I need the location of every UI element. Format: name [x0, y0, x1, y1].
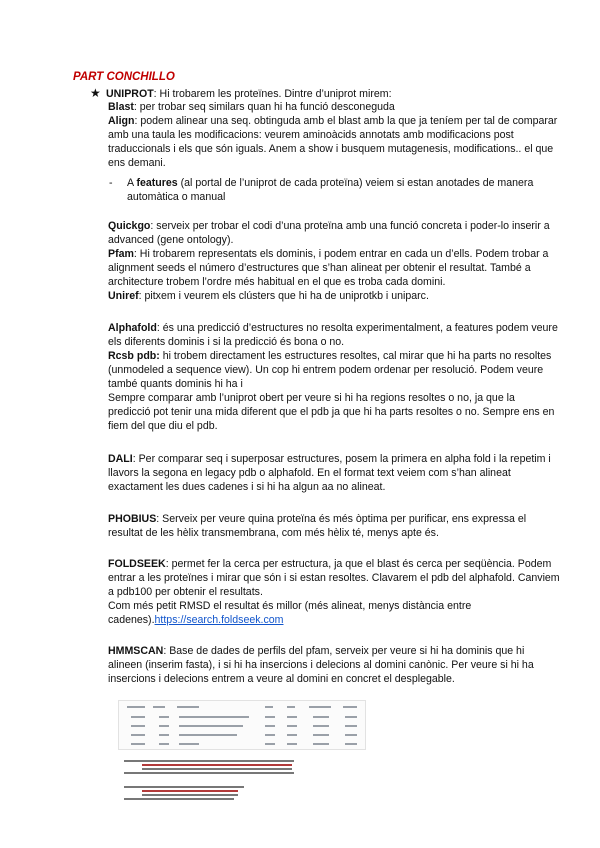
compare-paragraph: Sempre comparar amb l’uniprot obert per veure si hi ha regions resoltes o no, ja que la predicció pot tenir una mida diferent que el pdb ja que hi ha parts resoltes o no. Sempre ens en fiem del que diu el pdb. [108, 392, 555, 432]
alphafold-text: : és una predicció d’estructures no resolta experimentalment, a features podem veure els diferents dominis i si la predicció és bona o no. [108, 322, 558, 348]
phobius-label: PHOBIUS [108, 513, 157, 525]
foldseek-link[interactable]: https://search.foldseek.com [154, 614, 284, 626]
blast-text: : per trobar seq similars quan hi ha funció desconeguda [133, 101, 395, 113]
dash-bullet-icon: - [109, 177, 113, 189]
table-row [119, 713, 365, 721]
uniprot-text: : Hi trobarem les proteïnes. Dintre d’uniprot mirem: [153, 88, 392, 100]
align-paragraph [108, 114, 560, 170]
dali-section [108, 452, 560, 494]
dali-label: DALI [108, 453, 133, 465]
quickgo-section [108, 219, 560, 303]
phobius-paragraph [108, 512, 560, 540]
features-label: features [136, 177, 178, 189]
align-text: : podem alinear una seq. obtinguda amb el blast amb la que ja teníem per tal de comparar amb una taula les modificacions: veurem aminoàcids annotats amb modificacions post traduccionals i els que són iguals. Anem a show i busquem mutagenesis, modifications.. el que ens demani. [108, 115, 558, 169]
table-row [119, 722, 365, 730]
hmmscan-label: HMMSCAN [108, 645, 164, 657]
rmsd-text: Com més petit RMSD el resultat és millor (més alineat, menys distància entre cadenes). [108, 600, 472, 626]
pfam-text: : Hi trobarem representats els dominis, i podem entrar en cada un d’ells. Podem trobar a alignment seeds el número d’estructures que s’han alineat per obtenir el resultat. També a architecture trobem l’ordre més habitual en el que es troba cada domini. [108, 248, 549, 288]
align-label: Align [108, 115, 135, 127]
hmmscan-paragraph [108, 644, 560, 686]
foldseek-label: FOLDSEEK [108, 558, 166, 570]
uniref-label: Uniref [108, 290, 139, 302]
alphafold-paragraph [108, 321, 560, 349]
pfam-label: Pfam [108, 248, 134, 260]
features-text: (al portal de l’uniprot de cada proteïna) veiem si estan anotades de manera automàtica o manual [127, 177, 534, 203]
quickgo-text: : serveix per trobar el codi d’una proteïna amb una funció concreta i poder-lo inserir a advanced (gene ontology). [108, 220, 550, 246]
table-header-row [119, 703, 365, 711]
alphafold-label: Alphafold [108, 322, 157, 334]
uniprot-details [108, 100, 560, 170]
phobius-section [108, 512, 560, 540]
hmmscan-section [108, 644, 560, 686]
hmmscan-text: : Base de dades de perfils del pfam, serveix per veure si hi ha dominis que hi alineen (inserim fasta), i si hi ha insercions i delecions al domini canònic. Per veure si hi ha insercions i delecions entrem a veure al domini en concret el desplegable. [108, 645, 534, 685]
alphafold-section [108, 321, 560, 433]
quickgo-label: Quickgo [108, 220, 151, 232]
rcsb-label: Rcsb pdb: [108, 350, 160, 362]
uniref-paragraph [108, 289, 560, 303]
quickgo-paragraph [108, 219, 560, 247]
rcsb-paragraph [108, 349, 560, 391]
dali-paragraph [108, 452, 560, 494]
hmmscan-screenshot-image [118, 700, 364, 818]
rmsd-paragraph [108, 599, 560, 627]
uniprot-bullet [90, 86, 392, 101]
uniprot-label: UNIPROT [106, 88, 154, 100]
features-pre: A [127, 177, 137, 189]
blast-paragraph [108, 100, 560, 114]
blast-label: Blast [108, 101, 134, 113]
dali-text: : Per comparar seq i superposar estructures, posem la primera en alpha fold i la repetim i llavors la segona en legacy pdb o alphafold. En el format text veiem com s’han alineat exactament les dues cadenes i si hi ha algun aa no alineat. [108, 453, 551, 493]
uniref-text: : pitxem i veurem els clústers que hi ha de uniprotkb i uniparc. [138, 290, 429, 302]
phobius-text: : Serveix per veure quina proteïna és més òptima per purificar, ens expressa el resultat de les hèlix transmembrana, com més hèlix té, menys apte és. [108, 513, 527, 539]
results-table-image [118, 700, 366, 750]
foldseek-section [108, 557, 560, 627]
foldseek-text: : permet fer la cerca per estructura, ja que el blast és cerca per seqüència. Podem entrar a les proteïnes i mirar que són i si estan resoltes. Clavarem el pdb del alphafold. Canviem a pdb100 per obtenir el resultats. [108, 558, 560, 598]
features-item [109, 176, 547, 204]
rcsb-text: hi trobem directament les estructures resoltes, cal mirar que hi ha parts no resoltes (unmodeled a sequence view). Un cop hi entrem podem ordenar per resolució. Podem veure també quants dominis hi ha i [108, 350, 552, 390]
section-title: PART CONCHILLO [73, 71, 175, 83]
pfam-paragraph [108, 247, 560, 289]
foldseek-paragraph [108, 557, 560, 599]
table-row [119, 740, 365, 748]
table-row [119, 731, 365, 739]
star-bullet-icon: ★ [90, 86, 101, 100]
